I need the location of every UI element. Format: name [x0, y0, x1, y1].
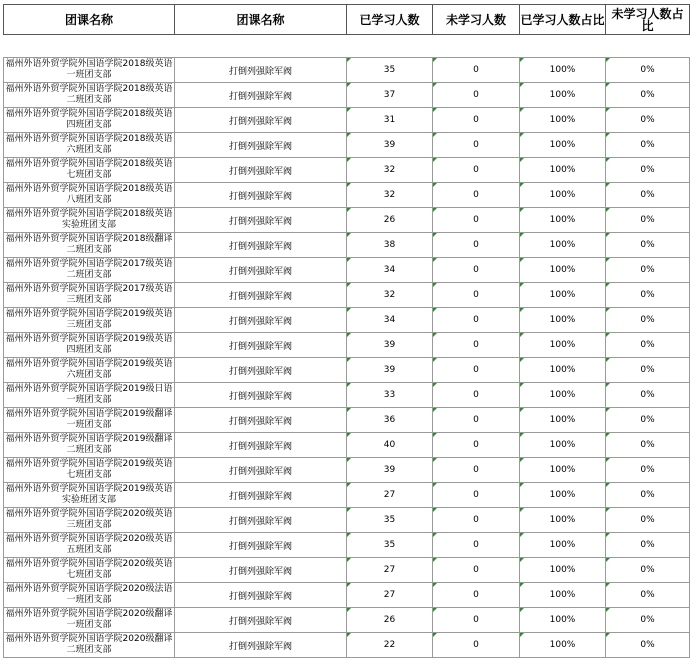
learned-count-cell[interactable]: 32	[347, 283, 433, 308]
course-name-cell[interactable]: 打倒列强除军阀	[175, 83, 347, 108]
course-name-cell[interactable]: 打倒列强除军阀	[175, 258, 347, 283]
table-body	[4, 35, 690, 658]
table-row	[4, 608, 690, 633]
learned-count-cell[interactable]: 35	[347, 508, 433, 533]
course-name-cell[interactable]: 打倒列强除军阀	[175, 633, 347, 658]
org-name-cell[interactable]: 福州外语外贸学院外国语学院2018级英语八班团支部	[4, 183, 175, 208]
course-name-cell[interactable]: 打倒列强除军阀	[175, 583, 347, 608]
learned-count-cell[interactable]: 35	[347, 533, 433, 558]
learned-count-cell[interactable]: 32	[347, 158, 433, 183]
learned-ratio-cell[interactable]: 100%	[520, 608, 606, 633]
unlearned-ratio-cell[interactable]: 0%	[606, 583, 690, 608]
course-name-cell[interactable]: 打倒列强除军阀	[175, 458, 347, 483]
learned-ratio-cell[interactable]: 100%	[520, 83, 606, 108]
learned-count-cell[interactable]: 39	[347, 458, 433, 483]
learned-count-cell[interactable]: 38	[347, 233, 433, 258]
learned-ratio-cell[interactable]: 100%	[520, 183, 606, 208]
table-row	[4, 208, 690, 233]
table-row	[4, 633, 690, 658]
course-name-cell[interactable]: 打倒列强除军阀	[175, 158, 347, 183]
learned-count-cell[interactable]: 39	[347, 358, 433, 383]
learned-count-cell[interactable]: 33	[347, 383, 433, 408]
unlearned-count-cell[interactable]: 0	[433, 283, 520, 308]
header-learned-ratio[interactable]: 已学习人数占比	[520, 5, 606, 35]
learned-ratio-cell[interactable]: 100%	[520, 283, 606, 308]
org-name-cell[interactable]: 福州外语外贸学院外国语学院2019级翻译二班团支部	[4, 433, 175, 458]
unlearned-ratio-cell[interactable]: 0%	[606, 633, 690, 658]
unlearned-count-cell[interactable]: 0	[433, 158, 520, 183]
unlearned-ratio-cell[interactable]: 0%	[606, 433, 690, 458]
course-name-cell[interactable]: 打倒列强除军阀	[175, 308, 347, 333]
table-row	[4, 558, 690, 583]
empty-cell[interactable]	[4, 35, 175, 58]
table-row	[4, 258, 690, 283]
unlearned-ratio-cell[interactable]: 0%	[606, 483, 690, 508]
table-row	[4, 383, 690, 408]
table-row	[4, 508, 690, 533]
org-name-cell[interactable]: 福州外语外贸学院外国语学院2019级英语实验班团支部	[4, 483, 175, 508]
unlearned-ratio-cell[interactable]: 0%	[606, 108, 690, 133]
unlearned-ratio-cell[interactable]: 0%	[606, 308, 690, 333]
learned-count-cell[interactable]: 39	[347, 333, 433, 358]
unlearned-ratio-cell[interactable]: 0%	[606, 383, 690, 408]
unlearned-count-cell[interactable]: 0	[433, 608, 520, 633]
learned-ratio-cell[interactable]: 100%	[520, 558, 606, 583]
unlearned-count-cell[interactable]: 0	[433, 183, 520, 208]
unlearned-count-cell[interactable]: 0	[433, 583, 520, 608]
table-row	[4, 83, 690, 108]
learned-ratio-cell[interactable]: 100%	[520, 533, 606, 558]
unlearned-ratio-cell[interactable]: 0%	[606, 508, 690, 533]
org-name-cell[interactable]: 福州外语外贸学院外国语学院2020级翻译一班团支部	[4, 608, 175, 633]
table-row	[4, 308, 690, 333]
unlearned-ratio-cell[interactable]: 0%	[606, 408, 690, 433]
unlearned-count-cell[interactable]: 0	[433, 558, 520, 583]
header-course-name[interactable]: 团课名称	[175, 5, 347, 35]
org-name-cell[interactable]: 福州外语外贸学院外国语学院2020级英语三班团支部	[4, 508, 175, 533]
learned-ratio-cell[interactable]: 100%	[520, 508, 606, 533]
table-row	[4, 483, 690, 508]
unlearned-ratio-cell[interactable]: 0%	[606, 283, 690, 308]
learned-count-cell[interactable]: 22	[347, 633, 433, 658]
unlearned-ratio-cell[interactable]: 0%	[606, 333, 690, 358]
learned-ratio-cell[interactable]: 100%	[520, 208, 606, 233]
header-row	[4, 5, 690, 35]
learned-count-cell[interactable]: 31	[347, 108, 433, 133]
unlearned-count-cell[interactable]: 0	[433, 483, 520, 508]
learned-ratio-cell[interactable]: 100%	[520, 133, 606, 158]
unlearned-count-cell[interactable]: 0	[433, 108, 520, 133]
course-name-cell[interactable]: 打倒列强除军阀	[175, 208, 347, 233]
learned-ratio-cell[interactable]: 100%	[520, 108, 606, 133]
learning-stats-table	[3, 4, 690, 658]
course-name-cell[interactable]: 打倒列强除军阀	[175, 533, 347, 558]
table-row	[4, 183, 690, 208]
course-name-cell[interactable]: 打倒列强除军阀	[175, 483, 347, 508]
learned-count-cell[interactable]: 34	[347, 258, 433, 283]
course-name-cell[interactable]: 打倒列强除军阀	[175, 183, 347, 208]
course-name-cell[interactable]: 打倒列强除军阀	[175, 408, 347, 433]
unlearned-ratio-cell[interactable]: 0%	[606, 458, 690, 483]
learned-ratio-cell[interactable]: 100%	[520, 433, 606, 458]
course-name-cell[interactable]: 打倒列强除军阀	[175, 608, 347, 633]
unlearned-count-cell[interactable]: 0	[433, 408, 520, 433]
org-name-cell[interactable]: 福州外语外贸学院外国语学院2020级法语一班团支部	[4, 583, 175, 608]
table-row	[4, 408, 690, 433]
org-name-cell[interactable]: 福州外语外贸学院外国语学院2020级翻译二班团支部	[4, 633, 175, 658]
unlearned-ratio-cell[interactable]: 0%	[606, 608, 690, 633]
org-name-cell[interactable]: 福州外语外贸学院外国语学院2019级日语一班团支部	[4, 383, 175, 408]
header-learned-count[interactable]: 已学习人数	[347, 5, 433, 35]
learned-count-cell[interactable]: 37	[347, 83, 433, 108]
course-name-cell[interactable]: 打倒列强除军阀	[175, 383, 347, 408]
org-name-cell[interactable]: 福州外语外贸学院外国语学院2019级英语四班团支部	[4, 333, 175, 358]
unlearned-count-cell[interactable]: 0	[433, 533, 520, 558]
learned-ratio-cell[interactable]: 100%	[520, 258, 606, 283]
unlearned-ratio-cell[interactable]: 0%	[606, 158, 690, 183]
unlearned-ratio-cell[interactable]: 0%	[606, 58, 690, 83]
empty-cell[interactable]	[606, 35, 690, 58]
org-name-cell[interactable]: 福州外语外贸学院外国语学院2018级英语一班团支部	[4, 58, 175, 83]
course-name-cell[interactable]: 打倒列强除军阀	[175, 133, 347, 158]
org-name-cell[interactable]: 福州外语外贸学院外国语学院2017级英语二班团支部	[4, 258, 175, 283]
learned-ratio-cell[interactable]: 100%	[520, 383, 606, 408]
table-row	[4, 433, 690, 458]
table-row	[4, 533, 690, 558]
empty-cell[interactable]	[347, 35, 433, 58]
learned-count-cell[interactable]: 32	[347, 183, 433, 208]
unlearned-ratio-cell[interactable]: 0%	[606, 208, 690, 233]
header-unlearned-ratio[interactable]: 未学习人数占比	[606, 5, 690, 35]
learned-ratio-cell[interactable]: 100%	[520, 308, 606, 333]
course-name-cell[interactable]: 打倒列强除军阀	[175, 558, 347, 583]
learned-ratio-cell[interactable]: 100%	[520, 233, 606, 258]
learned-count-cell[interactable]: 27	[347, 483, 433, 508]
unlearned-ratio-cell[interactable]: 0%	[606, 558, 690, 583]
unlearned-ratio-cell[interactable]: 0%	[606, 183, 690, 208]
unlearned-count-cell[interactable]: 0	[433, 433, 520, 458]
table-row	[4, 133, 690, 158]
course-name-cell[interactable]: 打倒列强除军阀	[175, 108, 347, 133]
learned-count-cell[interactable]: 36	[347, 408, 433, 433]
learned-count-cell[interactable]: 27	[347, 558, 433, 583]
learned-count-cell[interactable]: 27	[347, 583, 433, 608]
unlearned-ratio-cell[interactable]: 0%	[606, 358, 690, 383]
org-name-cell[interactable]: 福州外语外贸学院外国语学院2019级翻译一班团支部	[4, 408, 175, 433]
learned-count-cell[interactable]: 35	[347, 58, 433, 83]
learned-count-cell[interactable]: 26	[347, 608, 433, 633]
table-row	[4, 583, 690, 608]
learned-ratio-cell[interactable]: 100%	[520, 58, 606, 83]
unlearned-count-cell[interactable]: 0	[433, 83, 520, 108]
table-row	[4, 108, 690, 133]
course-name-cell[interactable]: 打倒列强除军阀	[175, 283, 347, 308]
table-row	[4, 283, 690, 308]
learned-ratio-cell[interactable]: 100%	[520, 633, 606, 658]
unlearned-ratio-cell[interactable]: 0%	[606, 533, 690, 558]
org-name-cell[interactable]: 福州外语外贸学院外国语学院2020级英语七班团支部	[4, 558, 175, 583]
course-name-cell[interactable]: 打倒列强除军阀	[175, 233, 347, 258]
unlearned-count-cell[interactable]: 0	[433, 308, 520, 333]
org-name-cell[interactable]: 福州外语外贸学院外国语学院2018级英语二班团支部	[4, 83, 175, 108]
unlearned-count-cell[interactable]: 0	[433, 508, 520, 533]
empty-cell[interactable]	[175, 35, 347, 58]
unlearned-count-cell[interactable]: 0	[433, 633, 520, 658]
unlearned-ratio-cell[interactable]: 0%	[606, 83, 690, 108]
org-name-cell[interactable]: 福州外语外贸学院外国语学院2017级英语三班团支部	[4, 283, 175, 308]
unlearned-count-cell[interactable]: 0	[433, 133, 520, 158]
learned-ratio-cell[interactable]: 100%	[520, 333, 606, 358]
org-name-cell[interactable]: 福州外语外贸学院外国语学院2019级英语三班团支部	[4, 308, 175, 333]
course-name-cell[interactable]: 打倒列强除军阀	[175, 433, 347, 458]
org-name-cell[interactable]: 福州外语外贸学院外国语学院2019级英语六班团支部	[4, 358, 175, 383]
unlearned-ratio-cell[interactable]: 0%	[606, 233, 690, 258]
unlearned-count-cell[interactable]: 0	[433, 233, 520, 258]
learned-count-cell[interactable]: 40	[347, 433, 433, 458]
spacer-row	[4, 35, 690, 58]
learned-ratio-cell[interactable]: 100%	[520, 358, 606, 383]
learned-ratio-cell[interactable]: 100%	[520, 408, 606, 433]
course-name-cell[interactable]: 打倒列强除军阀	[175, 58, 347, 83]
learned-ratio-cell[interactable]: 100%	[520, 583, 606, 608]
unlearned-count-cell[interactable]: 0	[433, 208, 520, 233]
learned-count-cell[interactable]: 34	[347, 308, 433, 333]
org-name-cell[interactable]: 福州外语外贸学院外国语学院2018级英语实验班团支部	[4, 208, 175, 233]
table-row	[4, 233, 690, 258]
unlearned-count-cell[interactable]: 0	[433, 358, 520, 383]
unlearned-count-cell[interactable]: 0	[433, 58, 520, 83]
unlearned-count-cell[interactable]: 0	[433, 383, 520, 408]
unlearned-count-cell[interactable]: 0	[433, 258, 520, 283]
org-name-cell[interactable]: 福州外语外贸学院外国语学院2020级英语五班团支部	[4, 533, 175, 558]
learned-ratio-cell[interactable]: 100%	[520, 483, 606, 508]
unlearned-count-cell[interactable]: 0	[433, 458, 520, 483]
unlearned-ratio-cell[interactable]: 0%	[606, 133, 690, 158]
table-row	[4, 158, 690, 183]
unlearned-count-cell[interactable]: 0	[433, 333, 520, 358]
table-row	[4, 358, 690, 383]
learned-count-cell[interactable]: 26	[347, 208, 433, 233]
empty-cell[interactable]	[520, 35, 606, 58]
learned-ratio-cell[interactable]: 100%	[520, 458, 606, 483]
table-row	[4, 333, 690, 358]
course-name-cell[interactable]: 打倒列强除军阀	[175, 508, 347, 533]
table-row	[4, 58, 690, 83]
org-name-cell[interactable]: 福州外语外贸学院外国语学院2018级翻译二班团支部	[4, 233, 175, 258]
header-org-name[interactable]: 团课名称	[4, 5, 175, 35]
org-name-cell[interactable]: 福州外语外贸学院外国语学院2018级英语七班团支部	[4, 158, 175, 183]
learned-count-cell[interactable]: 39	[347, 133, 433, 158]
learned-ratio-cell[interactable]: 100%	[520, 158, 606, 183]
empty-cell[interactable]	[433, 35, 520, 58]
org-name-cell[interactable]: 福州外语外贸学院外国语学院2019级英语七班团支部	[4, 458, 175, 483]
course-name-cell[interactable]: 打倒列强除军阀	[175, 358, 347, 383]
org-name-cell[interactable]: 福州外语外贸学院外国语学院2018级英语六班团支部	[4, 133, 175, 158]
course-name-cell[interactable]: 打倒列强除军阀	[175, 333, 347, 358]
header-unlearned-count[interactable]: 未学习人数	[433, 5, 520, 35]
table-row	[4, 458, 690, 483]
org-name-cell[interactable]: 福州外语外贸学院外国语学院2018级英语四班团支部	[4, 108, 175, 133]
unlearned-ratio-cell[interactable]: 0%	[606, 258, 690, 283]
